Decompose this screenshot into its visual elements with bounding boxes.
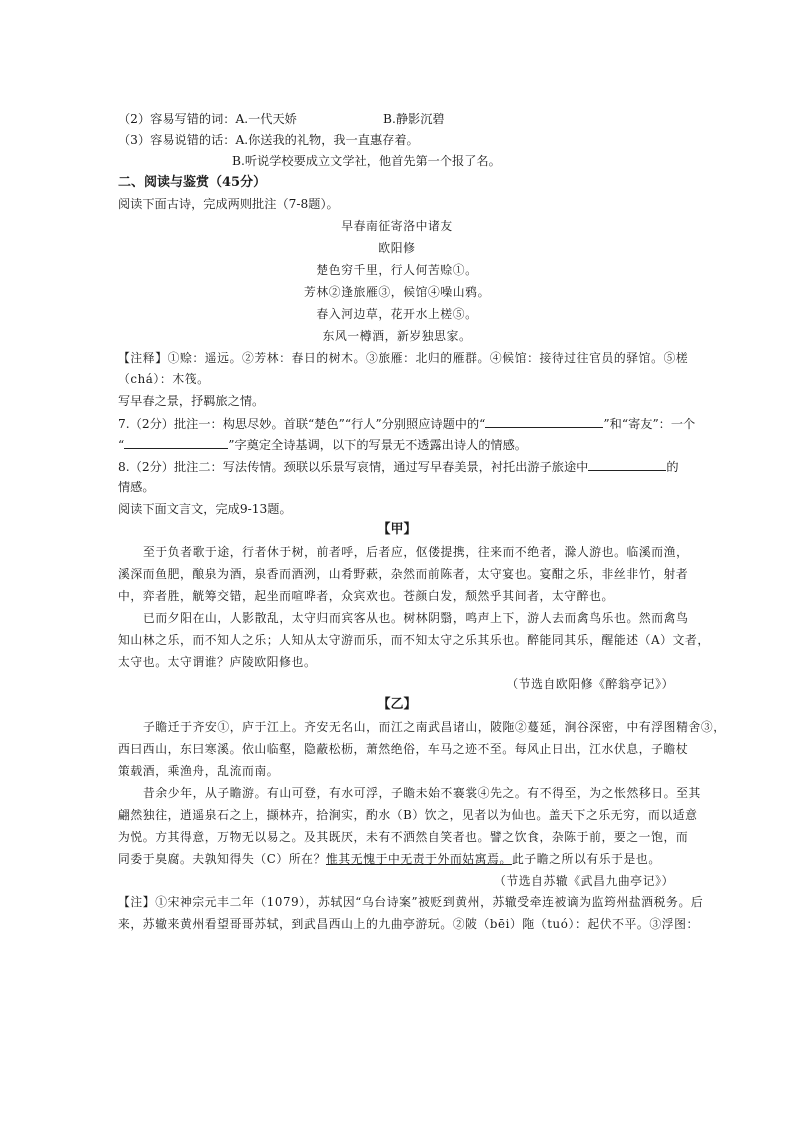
- section-instruction: 阅读下面古诗，完成两则批注（7-8题）。: [118, 197, 339, 211]
- passage-jia-line: 知山林之乐，而不知人之乐；人知从太守游而乐，而不知太守之乐其乐也。醉能同其乐，醒能述（A）文者，: [118, 633, 710, 647]
- q8-blank[interactable]: [588, 458, 666, 471]
- poem-line: 芳林②逢旅雁③，候馆④噪山鸦。: [304, 285, 490, 299]
- q2-option-b: B.静影沉碧: [383, 112, 445, 126]
- passage-jia-line: 溪深而鱼肥，酿泉为酒，泉香而酒洌，山肴野蔌，杂然而前陈者，太守宴也。宴酣之乐，非丝非竹，射者: [118, 567, 689, 581]
- q8-text: 8.（2分）批注二：写法传情。颈联以乐景写哀情，通过写早春美景，衬托出游子旅途中: [118, 460, 589, 474]
- poem-notes-cont: （chá）：木筏。: [118, 372, 210, 386]
- passage-yi-text: 同委于臭腐。夫孰知得失（C）所在？: [118, 852, 326, 866]
- passage-yi-line: 西曰西山，东曰寒溪。依山临壑，隐蔽松枥，萧然绝俗，车马之迹不至。每风止日出，江水伏息，子瞻杖: [118, 742, 689, 756]
- question-7-cont: [118, 436, 527, 453]
- passage-jia-line: 太守也。太守谓谁？庐陵欧阳修也。: [118, 655, 317, 669]
- classical-instruction: 阅读下面文言文，完成9-13题。: [118, 502, 292, 516]
- poem-line: 楚色穷千里，行人何苦赊①。: [316, 263, 478, 277]
- passage-jia-line: 中，弈者胜，觥筹交错，起坐而喧哗者，众宾欢也。苍颜白发，颓然乎其间者，太守醉也。: [118, 589, 614, 603]
- passage-yi-line: 子瞻迁于齐安①，庐于江上。齐安无名山，而江之南武昌诸山，陂陁②蔓延，涧谷深密，中有浮图精舍③，: [143, 720, 726, 734]
- yi-notes-cont: 来，苏辙来黄州看望哥哥苏轼，到武昌西山上的九曲亭游玩。②陂（bēi）陁（tuó）：起伏不平。③浮图：: [118, 917, 699, 931]
- q7-text-3: “: [118, 438, 125, 452]
- question-8: [118, 458, 679, 475]
- passage-yi-line: 为悦。方其得意，万物无以易之。及其既厌，未有不洒然自笑者也。譬之饮食，杂陈于前，要之一饱，而: [118, 830, 689, 844]
- poem-line: 东风一樽酒，新岁独思家。: [322, 329, 472, 343]
- passage-yi-line-last: [118, 851, 661, 867]
- passage-jia-source: （节选自欧阳修《醉翁亭记》）: [506, 677, 674, 691]
- passage-jia-line: 至于负者歌于途，行者休于树，前者呼，后者应，伛偻提携，往来而不绝者，滁人游也。临溪而渔，: [143, 545, 689, 559]
- passage-jia-label: 【甲】: [377, 522, 417, 537]
- passage-yi-tail: 此子瞻之所以有乐于是也。: [511, 852, 661, 866]
- poem-notes: 【注释】①赊：遥远。②芳林：春日的树木。③旅雁：北归的雁群。④候馆：接待过往官员的驿馆。⑤槎: [118, 351, 689, 365]
- q7-text-2: ”和“寄友”：一个: [603, 417, 696, 431]
- passage-yi-line: 翩然独往，逍遥泉石之上，撷林卉，拾涧实，酌水（B）饮之，见者以为仙也。盖天下之乐无穷，而以适意: [118, 808, 698, 822]
- q3-text: （3）容易说错的话：A.你送我的礼物，我一直惠存着。: [118, 133, 419, 147]
- q3-option-b: B.听说学校要成立文学社，他首先第一个报了名。: [232, 154, 501, 168]
- q7-blank-1[interactable]: [485, 415, 603, 428]
- poem-author: 欧阳修: [378, 241, 416, 255]
- passage-jia-line: 已而夕阳在山，人影散乱，太守归而宾客从也。树林阴翳，鸣声上下，游人去而禽鸟乐也。然而禽鸟: [143, 611, 689, 625]
- question-8-cont: 情感。: [118, 480, 155, 494]
- yi-notes: 【注】①宋神宗元丰二年（1079），苏轼因“乌台诗案”被贬到黄州，苏辙受牵连被谪为监筠州盐酒税务。后: [118, 895, 704, 909]
- question-7: [118, 415, 695, 432]
- underlined-sentence: 惟其无愧于中无责于外而姑寓焉。: [325, 852, 512, 866]
- section-heading: 二、阅读与鉴赏（45分）: [118, 175, 267, 190]
- poem-line: 春入河边草，花开水上槎⑤。: [316, 307, 478, 321]
- passage-yi-line: 昔余少年，从子瞻游。有山可登，有水可浮，子瞻未始不褰裳④先之。有不得至，为之怅然移日。至其: [143, 786, 701, 800]
- q7-text: 7.（2分）批注一：构思尽妙。首联“楚色”“行人”分别照应诗题中的“: [118, 417, 486, 431]
- q2-text: （2）容易写错的词：A.一代天娇: [118, 112, 297, 126]
- q7-blank-2[interactable]: [124, 436, 228, 449]
- q7-text-4: ”字奠定全诗基调，以下的写景无不透露出诗人的情感。: [228, 438, 527, 452]
- poem-summary: 写早春之景，抒羁旅之情。: [118, 394, 265, 408]
- q8-text-2: 的: [666, 460, 679, 474]
- poem-title: 早春南征寄洛中诸友: [341, 219, 453, 233]
- passage-yi-source: （节选自苏辙《武昌九曲亭记》）: [493, 874, 674, 888]
- passage-yi-label: 【乙】: [377, 697, 417, 712]
- passage-yi-line: 策载酒，乘渔舟，乱流而南。: [118, 764, 280, 778]
